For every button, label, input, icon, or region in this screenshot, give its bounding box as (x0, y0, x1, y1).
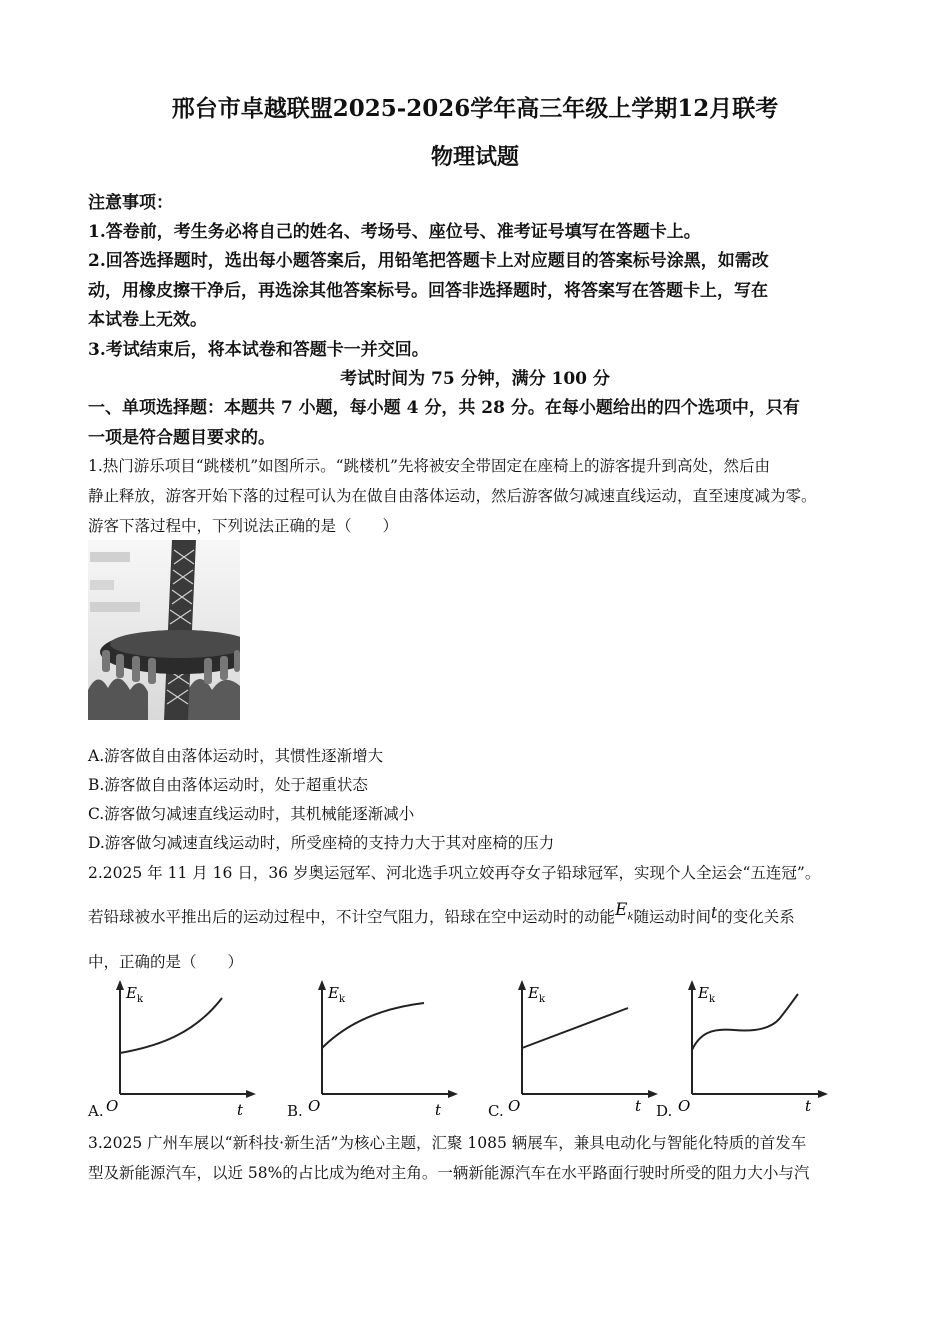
y-axis-arrow-icon (318, 980, 326, 990)
q2-graph-b (302, 978, 462, 1118)
notice-item-3: 3.考试结束后，将本试卷和答题卡一并交回。 (88, 340, 429, 360)
y-axis-arrow-icon (518, 980, 526, 990)
section-1-line-2: 一项是符合题目要求的。 (88, 428, 275, 448)
exam-time: 考试时间为 75 分钟，满分 100 分 (340, 369, 610, 389)
q2-stem-line-3: 中，正确的是（ ） (88, 953, 244, 971)
q1-stem-line-3: 游客下落过程中，下列说法正确的是（ ） (88, 517, 399, 535)
y-axis-arrow-icon (116, 980, 124, 990)
q1-option-a: A.游客做自由落体运动时，其惯性逐渐增大 (88, 747, 384, 765)
q2-graph-c (502, 978, 662, 1118)
y-axis-label: $E_k$ (528, 984, 546, 1005)
y-axis-arrow-icon (688, 980, 696, 990)
q2-stem-line-1: 2.2025 年 11 月 16 日，36 岁奥运冠军、河北选手巩立姣再夺女子铅球冠军，实现个人全运会“五连冠”。 (88, 864, 821, 882)
origin-label: O (106, 1097, 119, 1115)
exam-subject: 物理试题 (430, 144, 519, 170)
q2-graph-a-label: A. (88, 1102, 104, 1120)
x-axis-arrow-icon (818, 1090, 828, 1098)
ek-curve (692, 994, 798, 1050)
q3-stem-line-2: 型及新能源汽车，以近 58%的占比成为绝对主角。一辆新能源汽车在水平路面行驶时所受的阻力大小与汽 (88, 1164, 810, 1182)
q1-option-d: D.游客做匀减速直线运动时，所受座椅的支持力大于其对座椅的压力 (88, 834, 555, 852)
q2-stem-line-2 (88, 900, 795, 929)
q2-stem-line-2c: 的变化关系 (717, 908, 795, 926)
q2-graph-d-label: D. (656, 1102, 673, 1120)
notice-item-2-line-3: 本试卷上无效。 (88, 310, 207, 330)
q1-stem-line-2: 静止释放，游客开始下落的过程可认为在做自由落体运动，然后游客做匀减速直线运动，直至速度减为零。 (88, 487, 817, 505)
drop-tower-photo (88, 540, 240, 720)
x-axis-label: t (805, 1097, 812, 1115)
q2-stem-line-2b: 随运动时间 (633, 908, 712, 926)
origin-label: O (508, 1097, 521, 1115)
ek-curve (322, 1003, 424, 1048)
q2-stem-line-2a: 若铅球被水平推出后的运动过程中，不计空气阻力，铅球在空中运动时的动能 (88, 908, 616, 926)
q2-t-symbol: t (711, 904, 718, 922)
q1-option-c: C.游客做匀减速直线运动时，其机械能逐渐减小 (88, 805, 415, 823)
x-axis-arrow-icon (448, 1090, 458, 1098)
x-axis-label: t (435, 1101, 442, 1118)
origin-label: O (678, 1097, 691, 1115)
q2-graph-a (100, 978, 260, 1118)
notice-heading: 注意事项： (88, 193, 173, 213)
q2-graph-c-label: C. (488, 1102, 504, 1120)
x-axis-arrow-icon (246, 1090, 256, 1098)
x-axis-arrow-icon (648, 1090, 658, 1098)
q2-graph-d (672, 978, 832, 1118)
x-axis-label: t (237, 1101, 244, 1118)
q1-stem-line-1: 1.热门游乐项目“跳楼机”如图所示。“跳楼机”先将被安全带固定在座椅上的游客提升到高处，然后由 (88, 457, 770, 475)
y-axis-label: $E_k$ (328, 984, 346, 1005)
ek-curve (120, 998, 222, 1053)
notice-item-1: 1.答卷前，考生务必将自己的姓名、考场号、座位号、准考证号填写在答题卡上。 (88, 222, 701, 242)
origin-label: O (308, 1097, 321, 1115)
y-axis-label: $E_k$ (698, 984, 716, 1005)
section-1-line-1: 一、单项选择题：本题共 7 小题，每小题 4 分，共 28 分。在每小题给出的四个选项中，只有 (88, 398, 800, 418)
ek-line (522, 1008, 628, 1048)
notice-item-2-line-2: 动，用橡皮擦干净后，再选涂其他答案标号。回答非选择题时，将答案写在答题卡上，写在 (88, 281, 768, 301)
q2-ek-symbol: $E_k$ (615, 900, 634, 923)
y-axis-label: $E_k$ (126, 984, 144, 1005)
q3-stem-line-1: 3.2025 广州车展以“新科技·新生活”为核心主题，汇聚 1085 辆展车，兼具电动化与智能化特质的首发车 (88, 1134, 807, 1152)
q2-graph-b-label: B. (287, 1102, 303, 1120)
notice-item-2-line-1: 2.回答选择题时，选出每小题答案后，用铅笔把答题卡上对应题目的答案标号涂黑，如需改 (88, 251, 769, 271)
q1-option-b: B.游客做自由落体运动时，处于超重状态 (88, 776, 368, 794)
exam-title: 邢台市卓越联盟2025-2026学年高三年级上学期12月联考 (171, 95, 779, 122)
x-axis-label: t (635, 1097, 642, 1115)
